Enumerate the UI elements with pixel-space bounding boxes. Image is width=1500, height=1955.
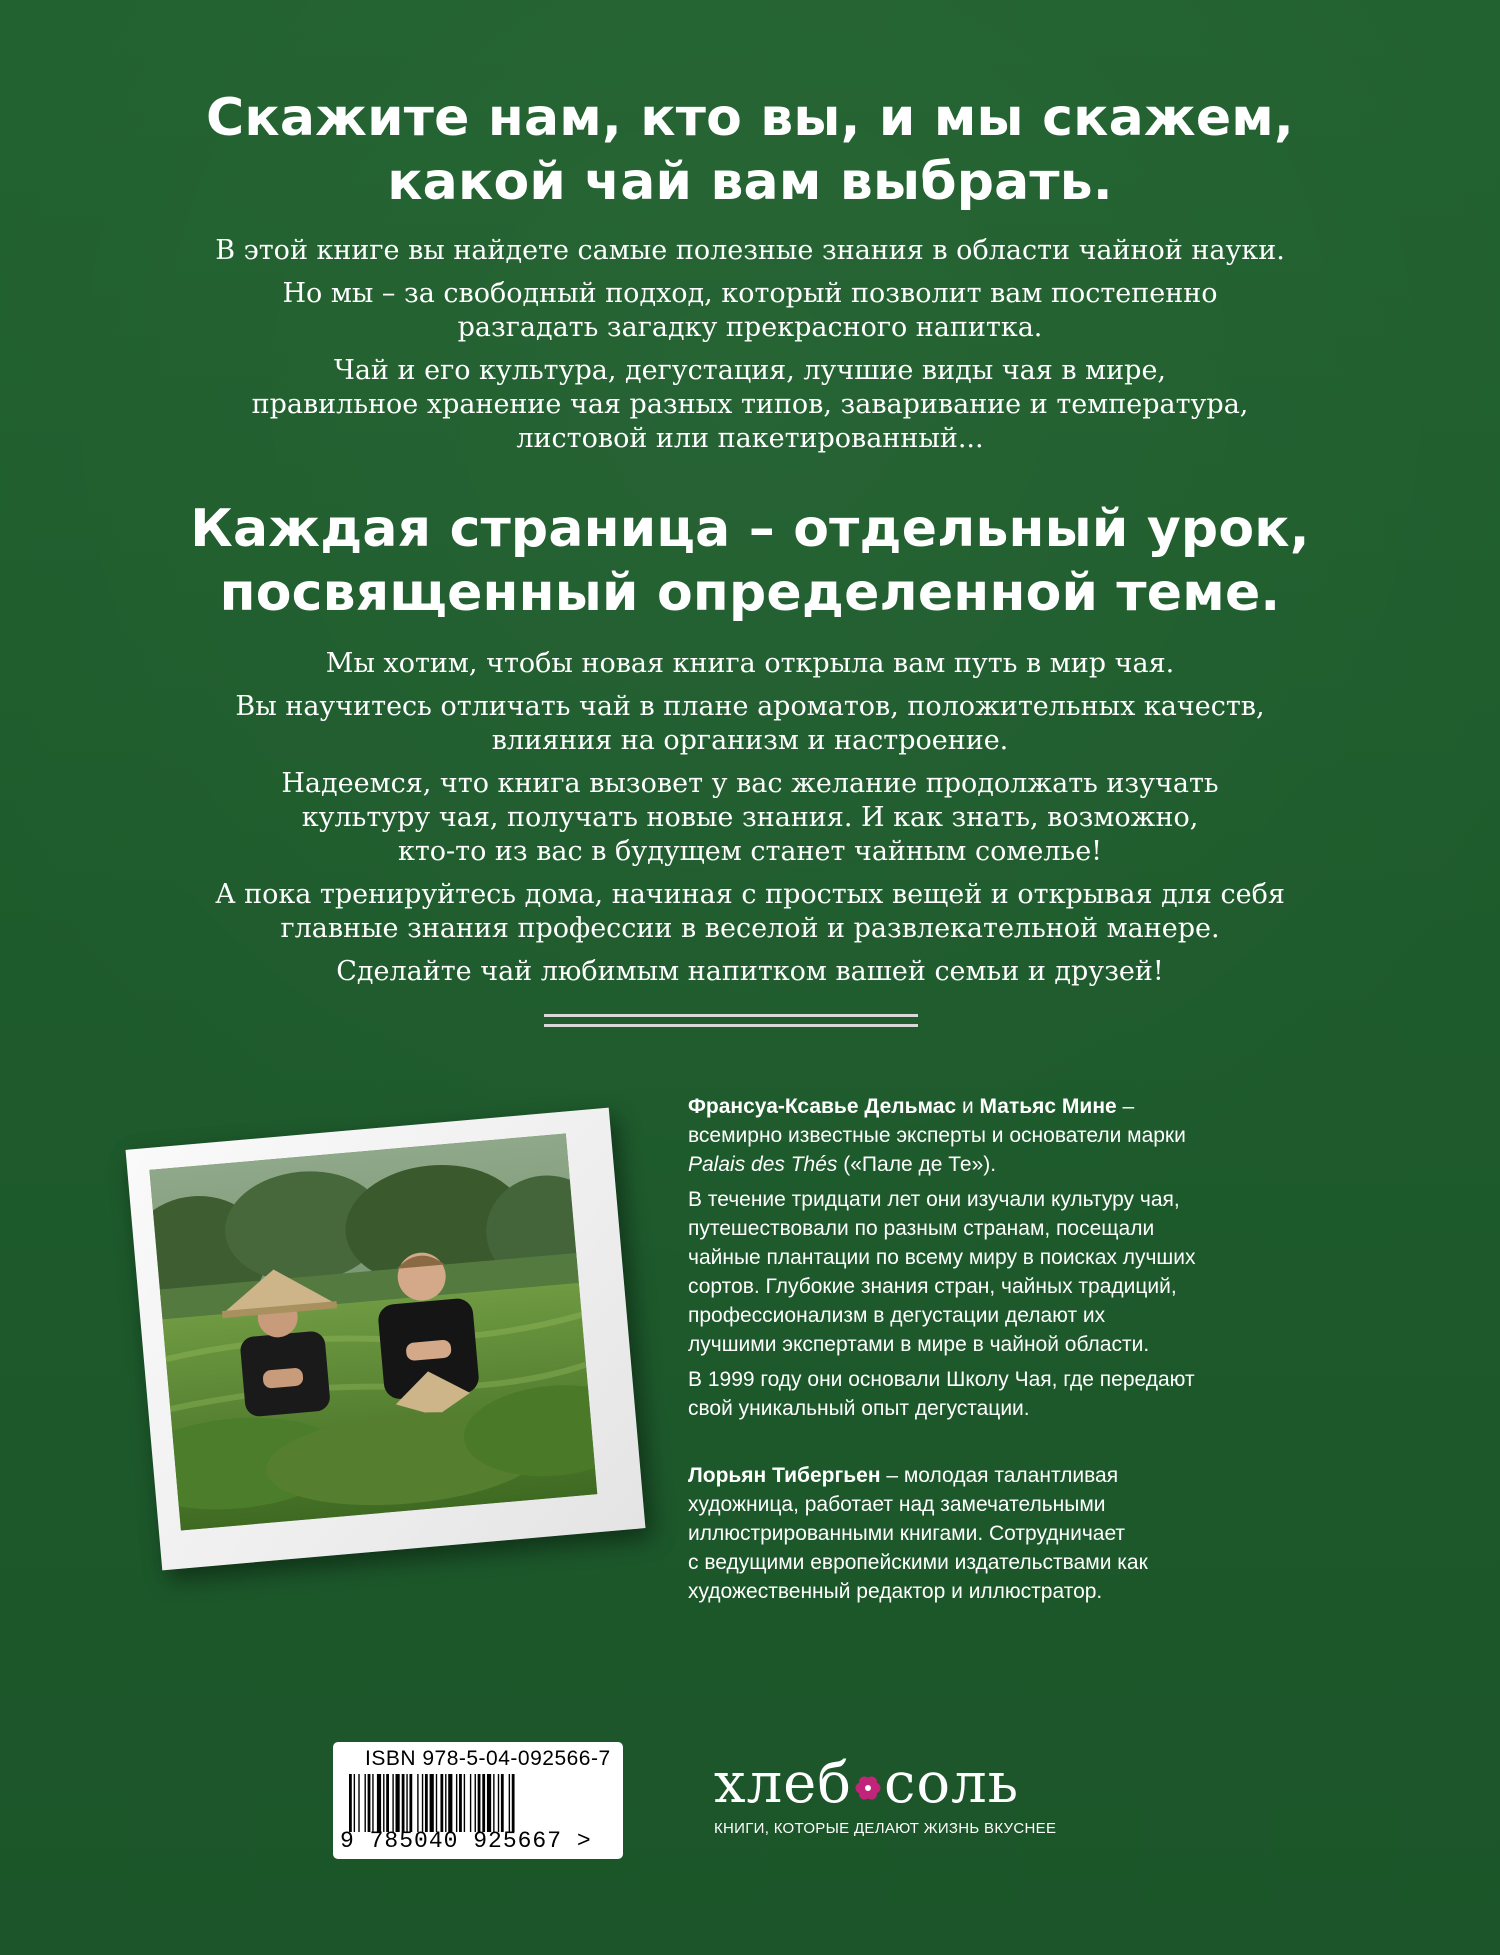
body-paragraph-2 <box>100 690 1400 758</box>
headline-primary <box>0 86 1500 214</box>
barcode-bar <box>487 1774 491 1832</box>
body-line: Вы научитесь отличать чай в плане ароматов, положительных качеств, <box>235 691 1265 722</box>
barcode-bar <box>349 1774 352 1832</box>
body-paragraph-4 <box>100 878 1400 946</box>
barcode-bar <box>493 1774 494 1832</box>
publisher-wordmark <box>714 1752 1074 1816</box>
barcode-bar <box>386 1774 389 1832</box>
authors-line: иллюстрированными книгами. Сотрудничает <box>688 1522 1126 1545</box>
body-paragraph-3 <box>100 767 1400 869</box>
authors-bio <box>688 1092 1288 1612</box>
body-line: главные знания профессии в веселой и развлекательной манере. <box>280 913 1220 944</box>
authors-line: профессионализм в дегустации делают их <box>688 1304 1106 1327</box>
flower-center <box>865 1785 871 1791</box>
authors-paragraph-2 <box>688 1185 1288 1359</box>
authors-line: художница, работает над замечательными <box>688 1493 1106 1516</box>
dash: – <box>1116 1095 1135 1118</box>
intro-line: В этой книге вы найдете самые полезные знания в области чайной науки. <box>215 235 1285 266</box>
body-line: Сделайте чай любимым напитком вашей семьи и друзей! <box>336 956 1164 987</box>
authors-line: чайные плантации по всему миру в поисках лучших <box>688 1246 1196 1269</box>
authors-line <box>688 1461 1288 1490</box>
publisher-name-right: соль <box>884 1751 1020 1816</box>
body-paragraph-5 <box>100 955 1400 989</box>
tea-plantation-photo <box>149 1134 597 1531</box>
authors-paragraph-3 <box>688 1365 1288 1423</box>
barcode-bar <box>445 1774 446 1832</box>
barcode-bar <box>368 1774 371 1832</box>
authors-line <box>688 1150 1288 1179</box>
body-line: кто-то из вас в будущем станет чайным сомелье! <box>397 836 1103 867</box>
authors-line: с ведущими европейскими издательствами как <box>688 1551 1148 1574</box>
barcode-bar <box>402 1774 405 1832</box>
barcode-bar <box>501 1774 504 1832</box>
intro-paragraph-3 <box>100 354 1400 456</box>
barcode-bar <box>475 1774 476 1832</box>
headline-primary-line2: какой чай вам выбрать. <box>387 152 1113 212</box>
intro-line: Но мы – за свободный подход, который позволит вам постепенно <box>282 278 1218 309</box>
author-photo <box>149 1134 597 1531</box>
barcode-bar <box>464 1774 465 1832</box>
barcode-digits: 9 785040 925667 > <box>340 1828 592 1854</box>
barcode-bar <box>358 1774 359 1832</box>
brand-name: Palais des Thés <box>688 1153 838 1176</box>
barcode-bar <box>422 1774 423 1832</box>
barcode-graphic <box>343 1774 613 1832</box>
conjunction: и <box>956 1095 980 1118</box>
barcode-bar <box>365 1774 366 1832</box>
intro-paragraph-2 <box>100 277 1400 345</box>
barcode-bar <box>406 1774 407 1832</box>
authors-line <box>688 1092 1288 1121</box>
body-line: культуру чая, получать новые знания. И как знать, возможно, <box>301 802 1199 833</box>
barcode-bar <box>409 1774 412 1832</box>
intro-line: правильное хранение чая разных типов, заваривание и температура, <box>251 389 1249 420</box>
barcode-bar <box>430 1774 434 1832</box>
barcode-bar <box>448 1774 452 1832</box>
publisher-name-left: хлеб <box>714 1751 853 1816</box>
authors-line: художественный редактор и иллюстратор. <box>688 1580 1103 1603</box>
body-line: Мы хотим, чтобы новая книга открыла вам путь в мир чая. <box>325 648 1175 679</box>
publisher-logo <box>714 1752 1074 1837</box>
barcode-bar <box>478 1774 481 1832</box>
divider-line-bottom <box>544 1024 918 1027</box>
authors-line: сортов. Глубокие знания стран, чайных традиций, <box>688 1275 1177 1298</box>
intro-line: Чай и его культура, дегустация, лучшие виды чая в мире, <box>333 355 1167 386</box>
headline-primary-line1: Скажите нам, кто вы, и мы скажем, <box>206 88 1294 148</box>
authors-line: путешествовали по разным странам, посещали <box>688 1217 1155 1240</box>
body-line: А пока тренируйтесь дома, начиная с простых вещей и открывая для себя <box>215 879 1285 910</box>
headline-secondary-line1: Каждая страница – отдельный урок, <box>190 499 1310 559</box>
divider-line-top <box>544 1014 918 1017</box>
body-paragraph-1 <box>100 647 1400 681</box>
body-text <box>100 647 1400 998</box>
barcode-bar <box>498 1774 499 1832</box>
intro-paragraph-1 <box>100 234 1400 268</box>
authors-line: лучшими экспертами в мире в чайной области. <box>688 1333 1150 1356</box>
author-photo-frame <box>126 1108 646 1571</box>
author-name-2: Матьяс Мине <box>979 1095 1117 1118</box>
barcode-bar <box>459 1774 462 1832</box>
intro-line: листовой или пакетированный... <box>516 423 984 454</box>
barcode-bar <box>512 1774 515 1832</box>
barcode-bar <box>425 1774 428 1832</box>
illustrator-name: Лорьян Тибергьен <box>688 1464 881 1487</box>
flower-icon <box>853 1773 883 1803</box>
headline-secondary-line2: посвященный определенной теме. <box>219 563 1281 623</box>
headline-secondary <box>0 497 1500 625</box>
isbn-number: ISBN 978-5-04-092566-7 <box>365 1747 611 1770</box>
authors-line: В 1999 году они основали Школу Чая, где передают <box>688 1368 1195 1391</box>
barcode-bar <box>377 1774 381 1832</box>
barcode-bar <box>354 1774 355 1832</box>
barcode-bar <box>482 1774 485 1832</box>
barcode-bar <box>372 1774 373 1832</box>
body-line: влияния на организм и настроение. <box>491 725 1009 756</box>
barcode-bar <box>440 1774 443 1832</box>
authors-line: свой уникальный опыт дегустации. <box>688 1397 1030 1420</box>
barcode-bar <box>396 1774 400 1832</box>
barcode-bar <box>417 1774 418 1832</box>
intro-text <box>100 234 1400 465</box>
barcode-bar <box>456 1774 457 1832</box>
body-line: Надеемся, что книга вызовет у вас желание продолжать изучать <box>281 768 1219 799</box>
barcode-bar <box>383 1774 384 1832</box>
brand-name-ru: («Пале де Те»). <box>837 1153 997 1176</box>
author-name-1: Франсуа-Ксавье Дельмас <box>688 1095 957 1118</box>
authors-line: всемирно известные эксперты и основатели марки <box>688 1124 1186 1147</box>
illustrator-desc: – молодая талантливая <box>880 1464 1119 1487</box>
barcode-bar <box>470 1774 471 1832</box>
barcode-bar <box>509 1774 510 1832</box>
authors-line: В течение тридцати лет они изучали культуру чая, <box>688 1188 1180 1211</box>
authors-paragraph-1 <box>688 1092 1288 1179</box>
isbn-barcode-box <box>333 1742 623 1859</box>
barcode-bar <box>392 1774 393 1832</box>
intro-line: разгадать загадку прекрасного напитка. <box>457 312 1043 343</box>
barcode-bar <box>436 1774 437 1832</box>
illustrator-paragraph <box>688 1461 1288 1606</box>
publisher-tagline: КНИГИ, КОТОРЫЕ ДЕЛАЮТ ЖИЗНЬ ВКУСНЕЕ <box>714 1820 1057 1837</box>
